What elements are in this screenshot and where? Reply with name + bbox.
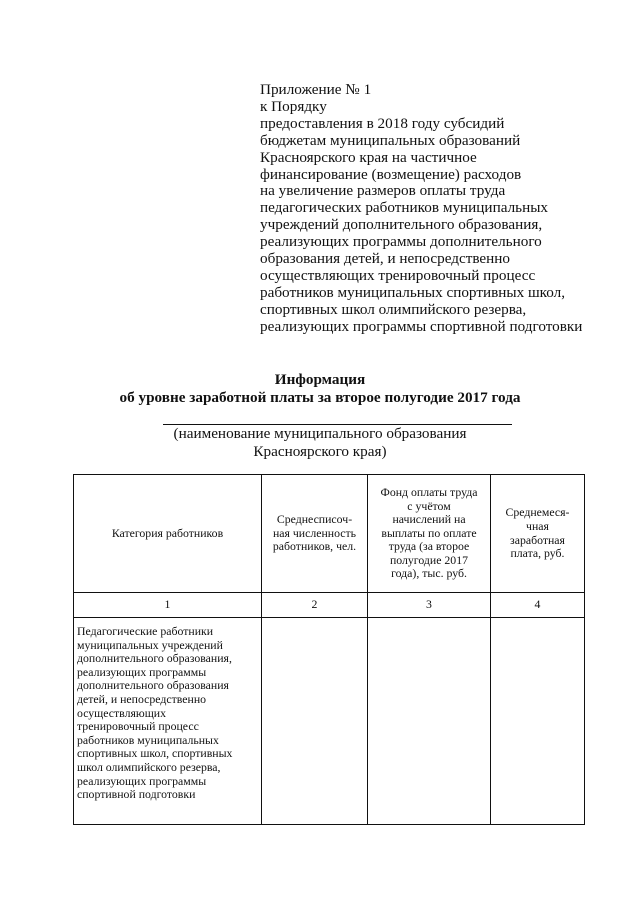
header-payroll-fund [368,475,491,593]
header-category-label: Категория работников [111,525,224,540]
document-subtitle: об уровне заработной платы за второе полугодие 2017 года [119,389,521,406]
salary-info-table [73,474,585,825]
municipality-caption-line: (наименование муниципального образования [173,425,467,442]
appendix-line: реализующих программы дополнительного [260,233,542,251]
document-title: Информация [274,371,366,388]
header-avg-salary-label: Среднемеся- чная заработная плата, руб. [505,505,570,561]
header-category [74,475,262,593]
appendix-line: на увеличение размеров оплаты труда [260,182,506,200]
column-number: 3 [368,593,491,618]
appendix-line: бюджетам муниципальных образований [260,131,521,149]
table-row [74,618,585,825]
appendix-line: финансирование (возмещение) расходов [260,165,522,183]
municipality-caption-line: Красноярского края) [253,442,387,460]
appendix-line: учреждений дополнительного образования, [260,216,543,234]
category-text: Педагогические работники муниципальных учреждений дополнительного образования, реализующих программы дополнительного образования детей, и непосредственно осуществляющих тренировочный процесс работников муниципальных спортивных школ, спортивных школ олимпийского резерва, реализующих программы спортивной подготовки [77,624,233,802]
appendix-line: спортивных школ олимпийского резерва, [260,300,527,318]
appendix-line: предоставления в 2018 году субсидий [260,114,505,132]
column-number: 2 [262,593,368,618]
appendix-line: образования детей, и непосредственно [260,250,511,268]
avg-salary-cell[interactable] [491,618,585,825]
header-headcount-label: Среднесписоч- ная численность работников, чел. [272,512,357,554]
column-number: 1 [74,593,262,618]
column-number: 4 [491,593,585,618]
appendix-line: реализующих программы спортивной подготовки [260,317,583,335]
header-avg-salary [491,475,585,593]
column-number-row [74,593,585,618]
appendix-block [260,82,630,336]
appendix-line: осуществляющих тренировочный процесс [260,266,536,284]
header-payroll-fund-label: Фонд оплаты труда с учётом начислений на выплаты по оплате труда (за второе полугодие 2017 года), тыс. руб. [380,484,478,581]
appendix-line: педагогических работников муниципальных [260,199,548,217]
appendix-line: Красноярского края на частичное [260,148,477,166]
table-header-row [74,475,585,593]
payroll-fund-cell[interactable] [368,618,491,825]
appendix-line: работников муниципальных спортивных школ, [260,283,566,301]
appendix-line: Приложение № 1 [260,81,372,98]
header-headcount [262,475,368,593]
headcount-cell[interactable] [262,618,368,825]
appendix-line: к Порядку [260,97,327,115]
category-cell [74,618,262,825]
municipality-caption [0,425,640,460]
